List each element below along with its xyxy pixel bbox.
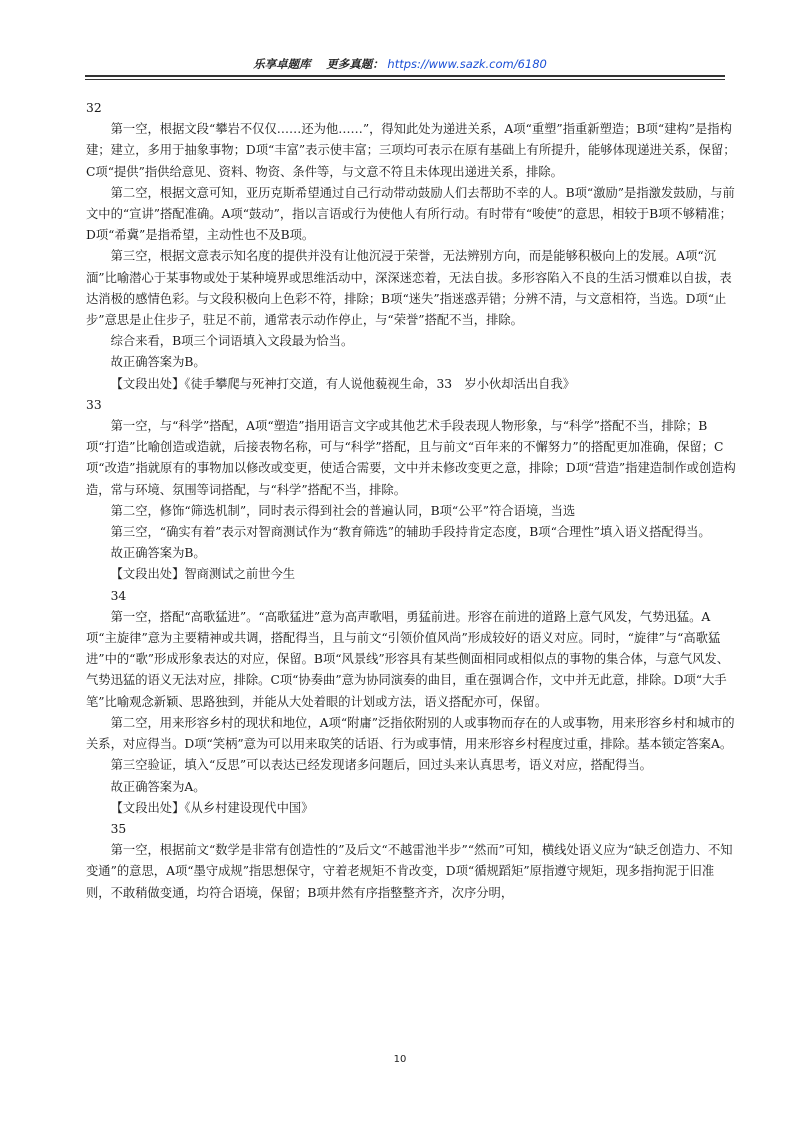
paragraph: 第一空，根据文段“攀岩不仅仅……还为他……”，得知此处为递进关系，A项“重塑”指重新塑造；B项“建构”是指构建；建立，多用于抽象事物；D项“丰富”表示使丰富；三项均可表示在原有基础上有所提升，能够体现递进关系，保留；C项“提供”指供给意见、资料、物资、条件等，与文意不符且未体现出递进关系，排除。 — [86, 122, 736, 179]
paragraph: 第一空，根据前文“数学是非常有创造性的”及后文“不越雷池半步”“然而”可知，横线处语义应为“缺乏创造力、不知变通”的意思，A项“墨守成规”指思想保守，守着老规矩不肯改变，D项“循规蹈矩”原指遵守规矩，现多指拘泥于旧准则，不敢稍做变通，均符合语境，保留；B项井然有序指整整齐齐，次序分明， — [86, 843, 733, 900]
paragraph: 第一空，与“科学”搭配，A项“塑造”指用语言文字或其他艺术手段表现人物形象，与“科学”搭配不当，排除；B项“打造”比喻创造或造就，后接表物名称，可与“科学”搭配，且与前文“百年来的不懈努力”的搭配更加准确，保留；C项“改造”指就原有的事物加以修改或变更，使适合需要，文中并未修改变更之意，排除；D项“营造”指建造制作或创造构造，常与环境、氛围等词搭配，与“科学”搭配不当，排除。 — [86, 419, 736, 497]
paragraph: 第二空，根据文意可知，亚历克斯希望通过自己行动带动鼓励人们去帮助不幸的人。B项“激励”是指激发鼓励，与前文中的“宣讲”搭配准确。A项“鼓动”，指以言语或行为使他人有所行动。有时带有“唆使”的意思，相较于B项不够精准；D项“希冀”是指希望，主动性也不及B项。 — [86, 185, 735, 243]
document-body — [86, 98, 738, 904]
paragraph: 第二空，修饰“筛选机制”，同时表示得到社会的普遍认同，B项“公平”符合语境，当选 — [110, 503, 576, 518]
paragraph: 【文段出处】智商测试之前世今生 — [110, 567, 296, 582]
paragraph: 故正确答案为B。 — [110, 546, 206, 561]
paragraph: 【文段出处】《徒手攀爬与死神打交道，有人说他藐视生命，33 岁小伙却活出自我》 — [110, 376, 576, 391]
paragraph: 第二空，用来形容乡村的现状和地位，A项“附庸”泛指依附别的人或事物而存在的人或事物，用来形容乡村和城市的关系，对应得当。D项“笑柄”意为可以用来取笑的话语、行为或事情，用来形容乡村程度过重，排除。基本锁定答案A。 — [86, 715, 735, 752]
question-number: 34 — [110, 588, 127, 603]
header-label: 更多真题： — [326, 57, 384, 71]
header-brand: 乐享卓题库 — [253, 57, 311, 71]
paragraph: 故正确答案为A。 — [110, 779, 206, 794]
header-rule — [85, 75, 725, 80]
paragraph: 【文段出处】《从乡村建设现代中国》 — [110, 800, 314, 815]
paragraph: 第三空，“确实有着”表示对智商测试作为“教育筛选”的辅助手段持肯定态度，B项“合理性”填入语义搭配得当。 — [110, 525, 711, 540]
question-number: 35 — [110, 821, 127, 836]
question-number: 33 — [86, 397, 102, 412]
question-number: 32 — [86, 101, 102, 115]
header-link[interactable]: https://www.sazk.com/6180 — [387, 57, 547, 71]
paragraph: 第三空，根据文意表示知名度的提供并没有让他沉浸于荣誉，无法辨别方向，而是能够积极向上的发展。A项“沉湎”比喻潜心于某事物或处于某种境界或思维活动中，深深迷恋着，无法自拔。多形容陷入不良的生活习惯难以自拔，表达消极的感情色彩。与文段积极向上色彩不符，排除；B项“迷失”指迷惑弄错；分辨不清，与文意相符，当选。D项“止步”意思是止住步子，驻足不前，通常表示动作停止，与“荣誉”搭配不当，排除。 — [86, 249, 732, 328]
paragraph: 综合来看，B项三个词语填入文段最为恰当。 — [110, 334, 354, 349]
paragraph: 第三空验证，填入“反思”可以表达已经发现诸多问题后，回过头来认真思考，语义对应，搭配得当。 — [110, 758, 652, 773]
paragraph: 第一空，搭配“高歌猛进”。“高歌猛进”意为高声歌唱，勇猛前进。形容在前进的道路上意气风发，气势迅猛。A项“主旋律”意为主要精神或共调，搭配得当，且与前文“引领价值风尚”形成较好的语义对应。同时，“旋律”与“高歌猛进”中的“歌”形成形象表达的对应，保留。B项“风景线”形容具有某些侧面相同或相似点的事物的集合体，与意气风发、气势迅猛的语义无法对应，排除。C项“协奏曲”意为协同演奏的曲目，重在强调合作，文中并无此意，排除。D项“大手笔”比喻观念新颖、思路独到，并能从大处着眼的计划或方法，语义搭配亦可，保留。 — [86, 609, 730, 709]
page-header — [0, 56, 800, 72]
page-number: 10 — [393, 1054, 407, 1065]
paragraph: 故正确答案为B。 — [110, 355, 206, 370]
